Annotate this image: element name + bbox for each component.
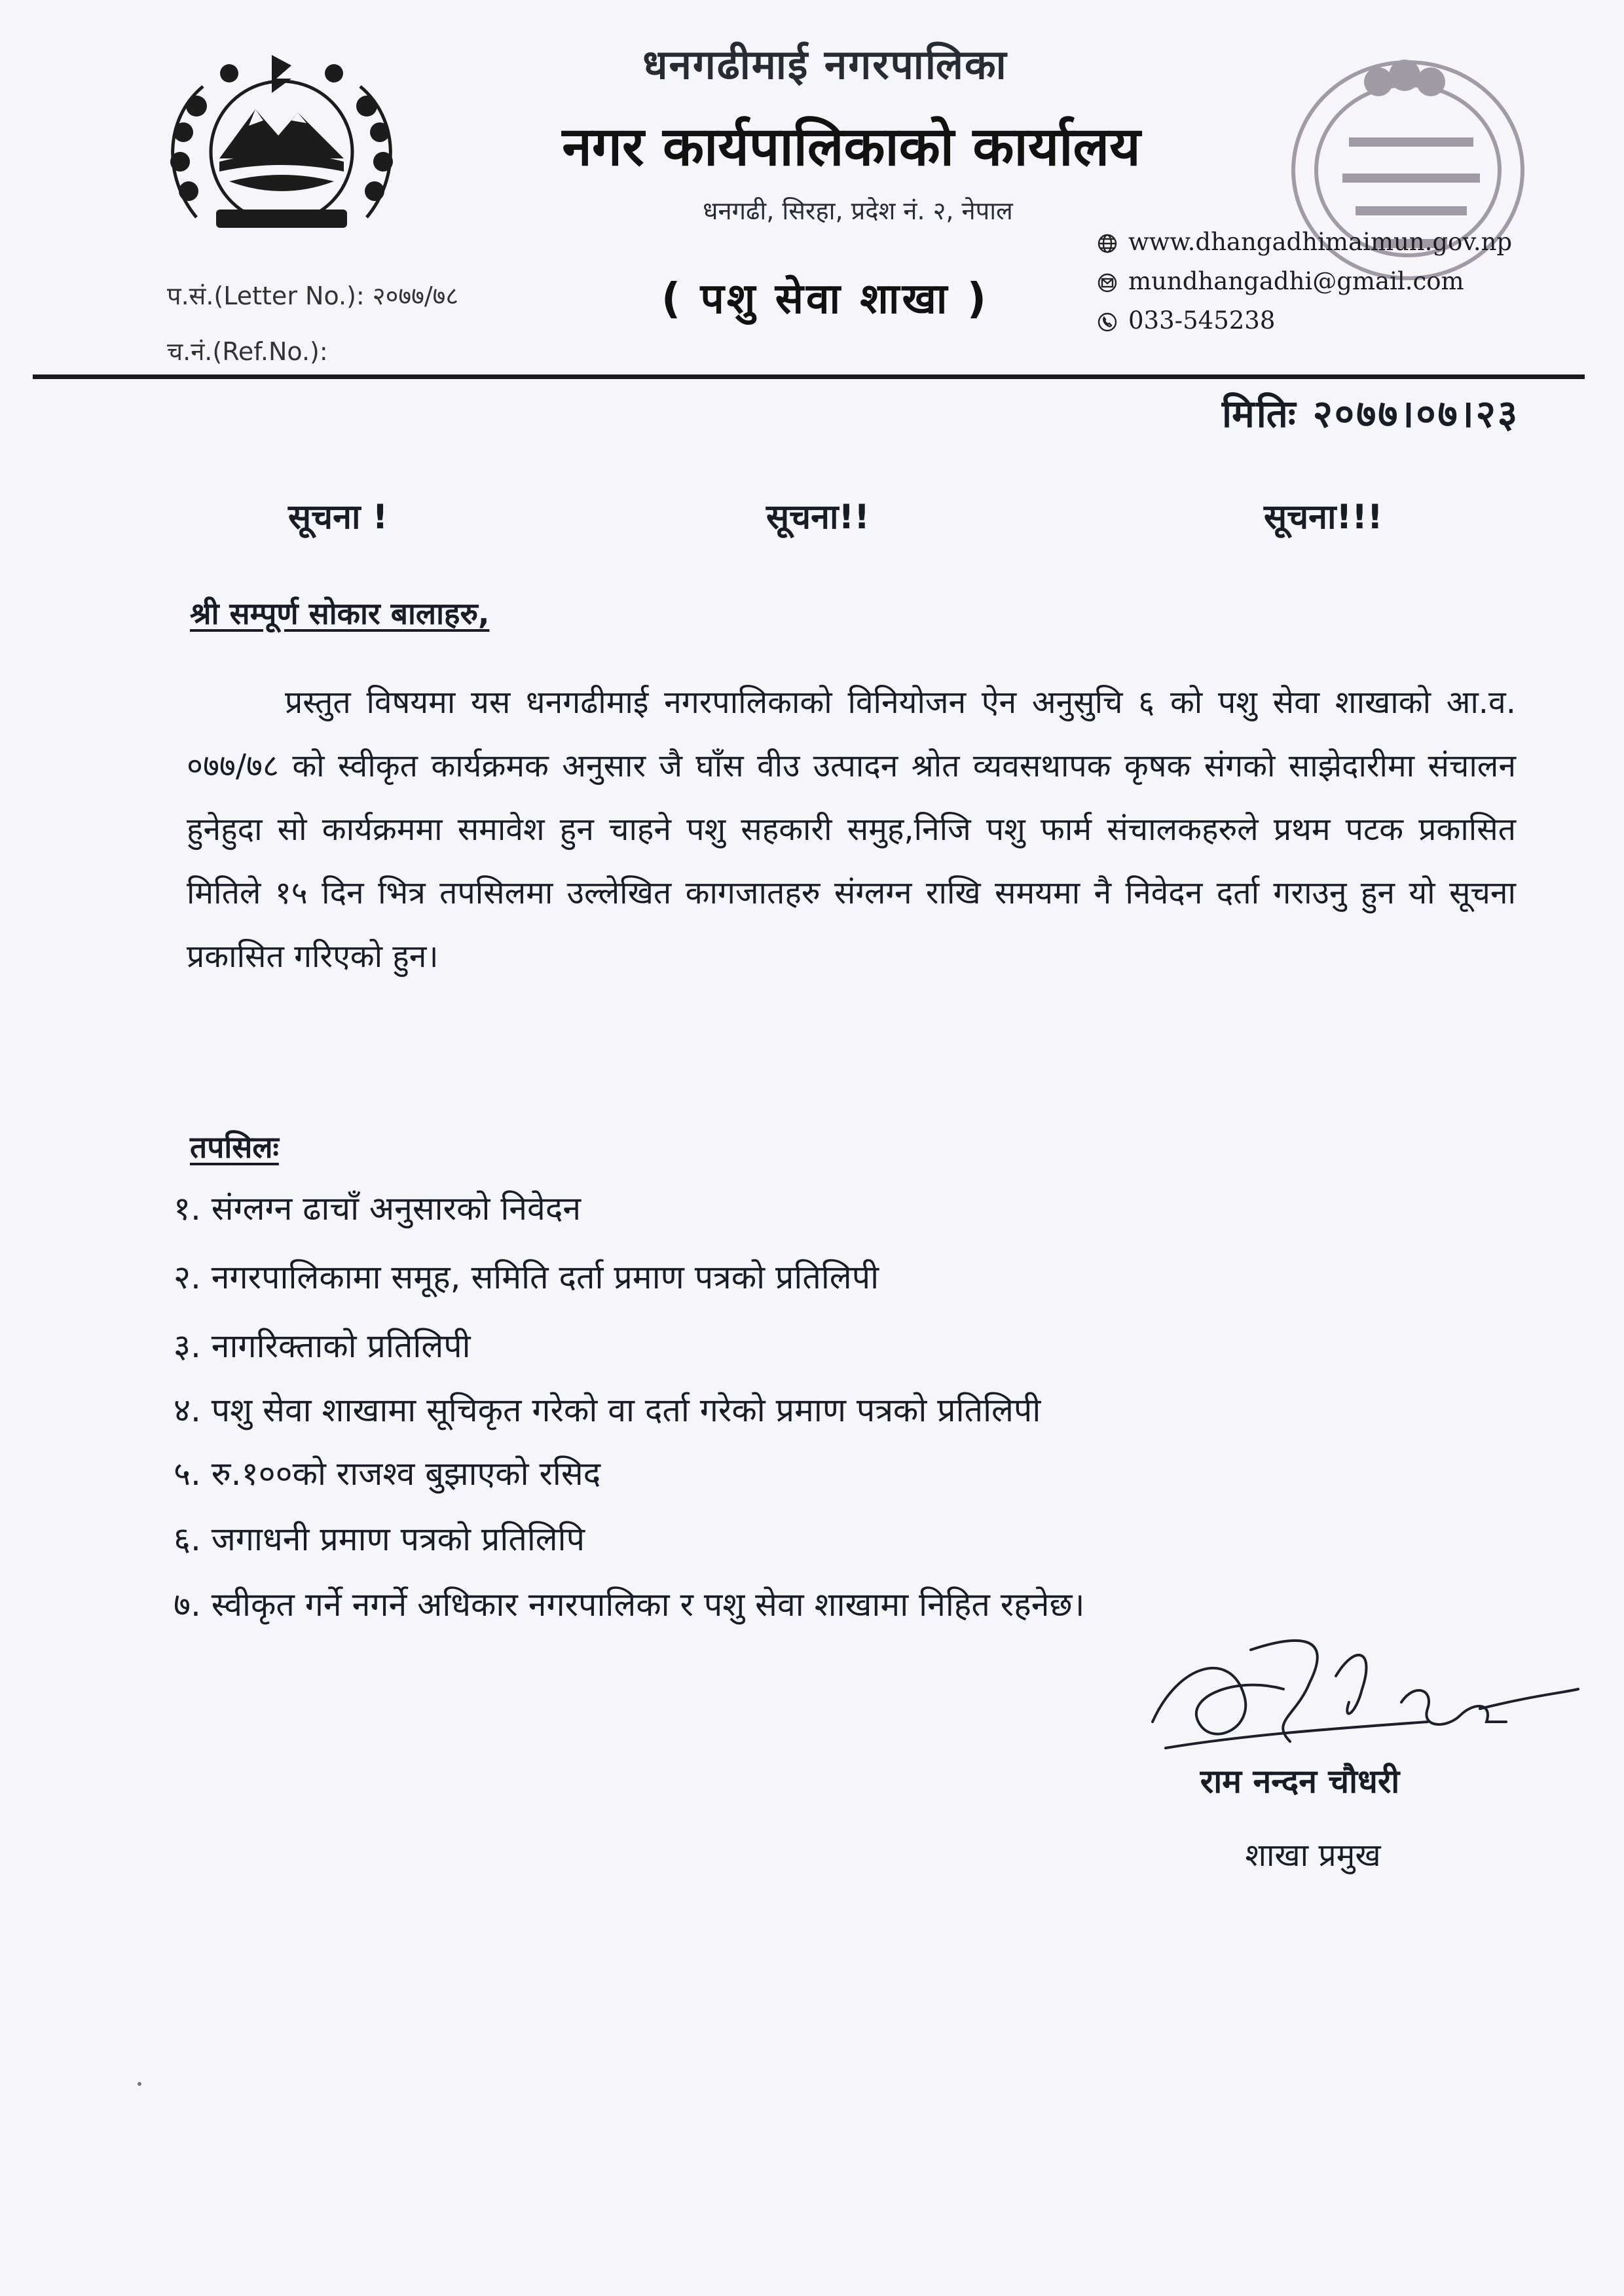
salutation: श्री सम्पूर्ण सोकार बालाहरु, [190,596,490,631]
list-item: १. संग्लग्न ढाचाँ अनुसारको निवेदन [174,1190,581,1228]
phone-contact [1097,306,1275,335]
list-item: ७. स्वीकृत गर्ने नगर्ने अधिकार नगरपालिका र पशु सेवा शाखामा निहित रहनेछ। [174,1586,1085,1624]
website-contact [1097,228,1512,256]
notice-body: प्रस्तुत विषयमा यस धनगढीमाई नगरपालिकाको विनियोजन ऐन अनुसुचि ६ को पशु सेवा शाखाको आ.व. ०७७/७८ को स्वीकृत कार्यक्रमक अनुसार जै घाँस वीउ उत्पादन श्रोत व्यवसथापक कृषक संगको साझेदारीमा संचालन हुनेहुदा सो कार्यक्रममा समावेश हुन चाहने पशु सहकारी समुह,निजि पशु फार्म संचालकहरुले प्रथम पटक प्रकासित मितिले १५ दिन भित्र तपसिलमा उल्लेखित कागजातहरु संग्लग्न राखि समयमा नै निवेदन दर्ता गराउनु हुन यो सूचना प्रकासित गरिएको हुन। [187,684,1516,975]
email-link[interactable]: mundhangadhi@gmail.com [1128,267,1464,295]
office-name: नगर कार्यपालिकाको कार्यालय [562,116,1141,178]
phone-number: 033-545238 [1128,306,1276,335]
branch-name: ( पशु सेवा शाखा ) [661,275,989,323]
handwritten-signature [1139,1624,1585,1781]
notice-heading: सूचना!! [766,498,870,537]
list-item: ३. नागरिक्ताको प्रतिलिपी [174,1327,471,1365]
notice-heading: सूचना ! [288,498,388,537]
globe-icon [1097,233,1118,254]
office-address: धनगढी, सिरहा, प्रदेश नं. २, नेपाल [703,196,1013,225]
letter-number: प.सं.(Letter No.): २०७७/७८ [167,282,459,310]
list-item: ४. पशु सेवा शाखामा सूचिकृत गरेको वा दर्ता गरेको प्रमाण पत्रको प्रतिलिपी [174,1391,1041,1429]
email-contact [1097,267,1464,295]
list-item: ५. रु.१००को राजश्व बुझाएको रसिद [174,1455,601,1493]
list-item: २. नगरपालिकामा समूह, समिति दर्ता प्रमाण पत्रको प्रतिलिपी [174,1258,879,1296]
reference-number: च.नं.(Ref.No.): [167,337,328,366]
signer-name: राम नन्दन चौधरी [1200,1762,1400,1800]
office-stamp-icon [1270,39,1545,301]
letter-date: मितिः २०७७।०७।२३ [1222,392,1519,436]
details-heading: तपसिलः [190,1129,279,1165]
nepal-emblem-icon [157,47,406,244]
list-item: ६. जगाधनी प्रमाण पत्रको प्रतिलिपि [174,1520,585,1558]
signer-title: शाखा प्रमुख [1245,1837,1381,1874]
email-icon [1097,272,1118,293]
paper-speck [138,2082,141,2086]
notice-heading: सूचना!!! [1264,498,1383,537]
website-link[interactable]: www.dhangadhimaimun.gov.np [1128,228,1513,256]
header-divider [33,374,1585,379]
municipality-name: धनगढीमाई नगरपालिका [642,41,1008,88]
phone-icon [1097,312,1118,333]
